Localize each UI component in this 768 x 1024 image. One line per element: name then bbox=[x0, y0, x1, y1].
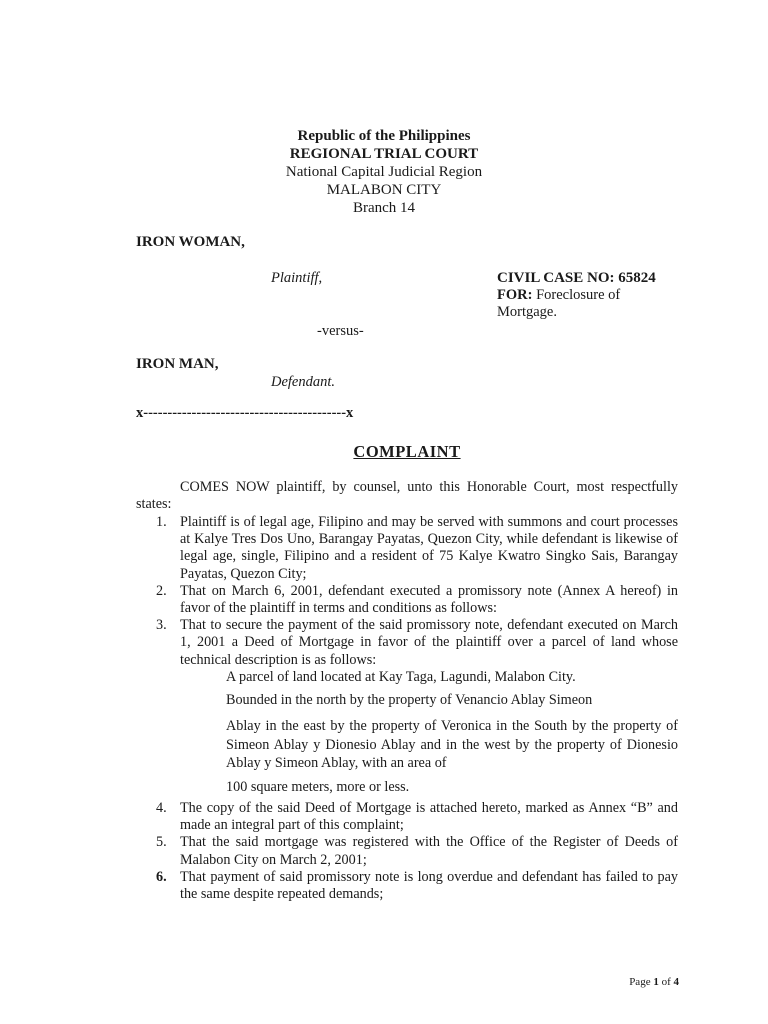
page-current: 1 bbox=[653, 976, 659, 988]
allegations-list-a bbox=[136, 514, 678, 669]
page-of-label: of bbox=[661, 976, 671, 988]
page-total: 4 bbox=[673, 976, 679, 988]
list-item-text: That to secure the payment of the said promissory note, defendant executed on March 1, 2001 a Deed of Mortgage in favor of the plaintiff over a parcel of land whose technical description is as follows: bbox=[180, 617, 678, 668]
list-item-text: That the said mortgage was registered with the Office of the Register of Deeds of Malabon City on March 2, 2001; bbox=[180, 834, 678, 868]
list-item-number: 1. bbox=[156, 514, 167, 530]
list-item bbox=[136, 514, 678, 583]
case-for-label: FOR: bbox=[497, 287, 533, 303]
land-description-line-4: 100 square meters, more or less. bbox=[226, 779, 410, 795]
document-title: COMPLAINT bbox=[353, 442, 461, 461]
page-number bbox=[629, 976, 679, 988]
intro-paragraph: COMES NOW plaintiff, by counsel, unto this Honorable Court, most respectfully states: bbox=[136, 479, 678, 513]
header-court: REGIONAL TRIAL COURT bbox=[289, 146, 479, 162]
list-item bbox=[136, 617, 678, 669]
page-label: Page bbox=[629, 976, 651, 988]
case-for-text: Foreclosure of bbox=[536, 287, 621, 303]
case-number: CIVIL CASE NO: 65824 bbox=[497, 270, 656, 286]
list-item bbox=[136, 583, 678, 617]
list-item-number: 3. bbox=[156, 617, 167, 634]
list-item-text: Plaintiff is of legal age, Filipino and may be served with summons and court processes at Kalye Tres Dos Uno, Barangay Payatas, Quezon City, while defendant is likewise of legal age, single, Filipino and a resident of 75 Kalye Kwatro Singko Sais, Barangay Payatas, Quezon City; bbox=[180, 514, 678, 582]
header-region: National Capital Judicial Region bbox=[285, 164, 483, 180]
plaintiff-name: IRON WOMAN, bbox=[136, 234, 245, 250]
court-header bbox=[0, 127, 768, 217]
land-description-line-1: A parcel of land located at Kay Taga, Lagundi, Malabon City. bbox=[226, 669, 576, 685]
land-description-line-2: Bounded in the north by the property of Venancio Ablay Simeon bbox=[226, 692, 593, 708]
land-description-line-3: Ablay in the east by the property of Veronica in the South by the property of Simeon Ablay y Dionesio Ablay and in the west by the property of Dionesio Ablay y Simeon Ablay, with an area of bbox=[226, 718, 678, 771]
list-item bbox=[136, 800, 678, 834]
allegations-list-b bbox=[136, 800, 678, 903]
list-item-number: 6. bbox=[156, 868, 167, 885]
case-for-text-2: Mortgage. bbox=[497, 304, 557, 320]
list-item-number: 5. bbox=[156, 834, 167, 851]
list-item-text: That payment of said promissory note is long overdue and defendant has failed to pay the same despite repeated demands; bbox=[180, 868, 678, 903]
list-item-text: The copy of the said Deed of Mortgage is attached hereto, marked as Annex “B” and made an integral part of this complaint; bbox=[180, 800, 678, 834]
caption-separator: x------------------------------------------x bbox=[136, 405, 354, 421]
defendant-name: IRON MAN, bbox=[136, 356, 219, 372]
plaintiff-role: Plaintiff, bbox=[271, 270, 323, 286]
header-city: MALABON CITY bbox=[326, 182, 442, 198]
list-item-number: 4. bbox=[156, 800, 167, 816]
list-item-number: 2. bbox=[156, 582, 167, 599]
versus: -versus- bbox=[317, 323, 364, 339]
case-for bbox=[497, 287, 620, 304]
header-republic: Republic of the Philippines bbox=[297, 128, 471, 144]
list-item-text: That on March 6, 2001, defendant executed a promissory note (Annex A hereof) in favor of the plaintiff in terms and conditions as follows: bbox=[180, 582, 678, 617]
list-item bbox=[136, 834, 678, 868]
header-branch: Branch 14 bbox=[352, 200, 416, 216]
list-item bbox=[136, 869, 678, 903]
defendant-role: Defendant. bbox=[271, 374, 336, 390]
